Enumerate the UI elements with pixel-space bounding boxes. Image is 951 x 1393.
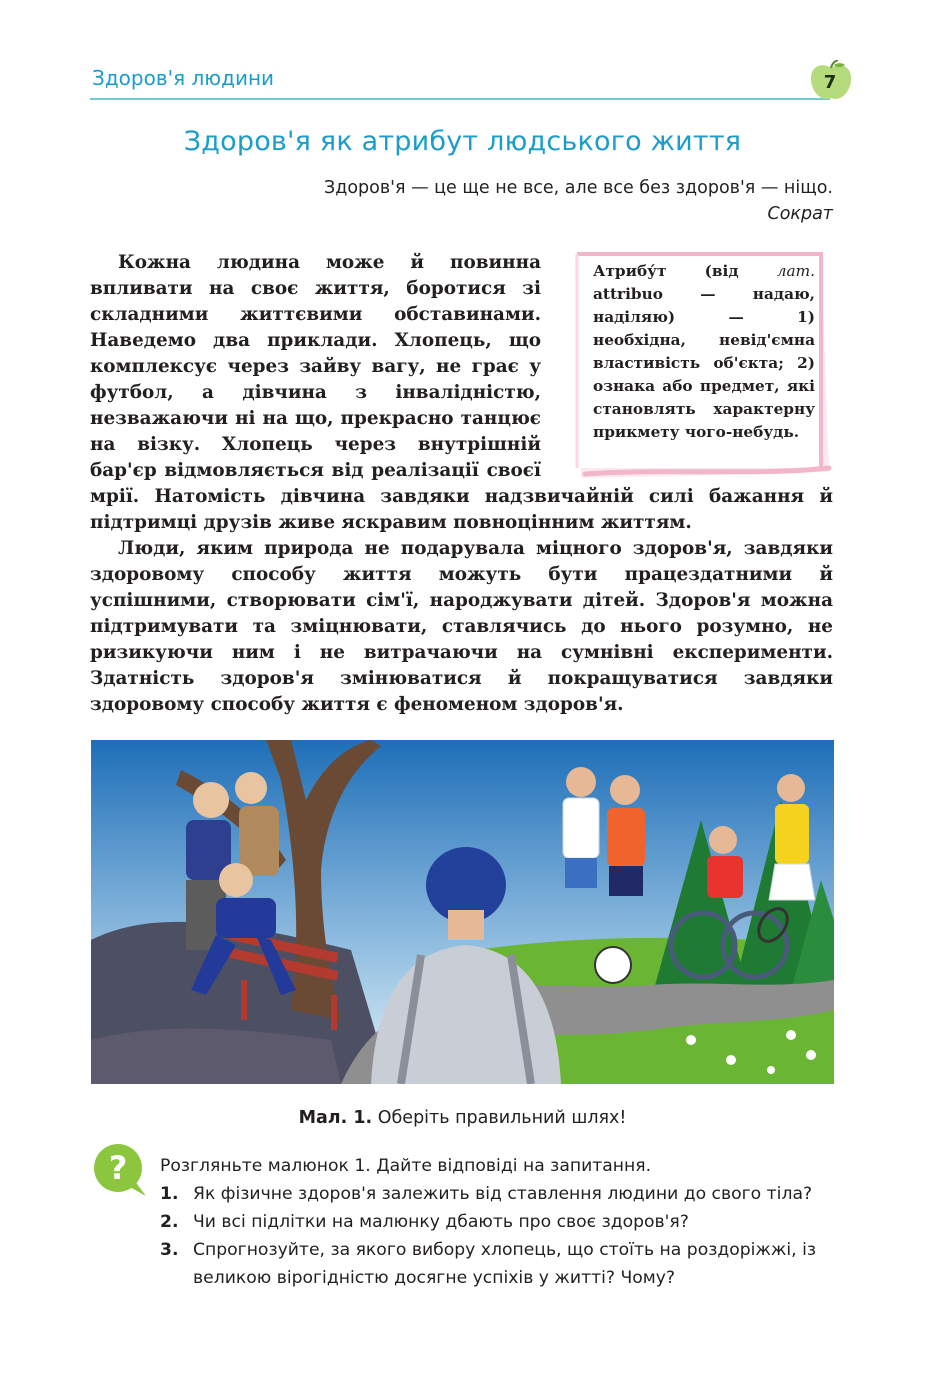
question-text: Чи всі підлітки на малюнку дбають про своє здоров'я?	[193, 1212, 689, 1232]
body-text	[90, 250, 833, 718]
question-number: 1.	[160, 1184, 179, 1204]
page-number: 7	[823, 72, 837, 93]
header-rule	[90, 98, 830, 100]
page-number-badge	[808, 60, 854, 102]
questions-block	[160, 1152, 838, 1292]
running-header: Здоров'я людини	[92, 66, 275, 90]
paragraph-1: Кожна людина може й повинна впливати на своє життя, боротися зі складними життєвими обставинами. Наведемо два приклади. Хлопець, що комплексує через зайву вагу, не грає у футбол, а дівчина з інвалідністю, незважаючи ні на що, прекрасно танцює на візку. Хлопець через внутрішній бар'єр відмовляється від реалізації своєї мрії. Натомість дівчина завдяки надзвичайній силі бажання й підтримці друзів живе яскравим повноцінним життям.	[90, 252, 833, 533]
question-number: 2.	[160, 1212, 179, 1232]
question-item	[160, 1208, 838, 1236]
question-list	[160, 1180, 838, 1292]
question-mark-icon	[90, 1142, 150, 1198]
question-text: Спрогнозуйте, за якого вибору хлопець, що стоїть на роздоріжжі, із великою вірогідністю досягне успіхів у житті? Чому?	[193, 1240, 817, 1288]
figure-label: Мал. 1.	[298, 1108, 373, 1128]
questions-intro: Розгляньте малюнок 1. Дайте відповіді на запитання.	[160, 1156, 652, 1176]
question-item	[160, 1180, 838, 1208]
definition-box	[571, 250, 833, 478]
question-item	[160, 1236, 838, 1292]
definition-term: Атрибу́т	[593, 262, 667, 280]
definition-before-lat: (від	[666, 262, 777, 280]
paragraph-2: Люди, яким природа не подарувала міцного здоров'я, завдяки здоровому способу життя можуть бути працездатними й успішними, створювати сім'ї, народжувати дітей. Здоров'я можна підтримувати та зміцнювати, ставлячись до нього розумно, не ризикуючи ним і не витрачаючи на сумнівні експерименти. Здатність здоров'я змінюватися й покращуватися завдяки здоровому способу життя є феноменом здоров'я.	[90, 538, 833, 715]
epigraph-author: Сократ	[767, 204, 833, 224]
dark-road	[91, 1028, 341, 1084]
question-text: Як фізичне здоров'я залежить від ставлення людини до свого тіла?	[193, 1184, 813, 1204]
page-title: Здоров'я як атрибут людського життя	[183, 126, 742, 157]
epigraph	[324, 175, 833, 227]
definition-lat: лат.	[776, 262, 815, 280]
definition-text	[593, 260, 815, 444]
figure-caption-text: Оберіть правильний шлях!	[372, 1108, 627, 1128]
epigraph-quote: Здоров'я — це ще не все, але все без здоров'я — ніщо.	[324, 178, 833, 198]
svg-text:?: ?	[108, 1149, 128, 1187]
question-number: 3.	[160, 1240, 179, 1260]
crossroads-illustration	[91, 740, 834, 1084]
figure-caption	[90, 1108, 835, 1128]
definition-body: attribuo — надаю, наділяю) — 1) необхідна, невід'ємна властивість об'єкта; 2) ознака або предмет, які становлять характерну прикмету чого-небудь.	[593, 285, 815, 441]
